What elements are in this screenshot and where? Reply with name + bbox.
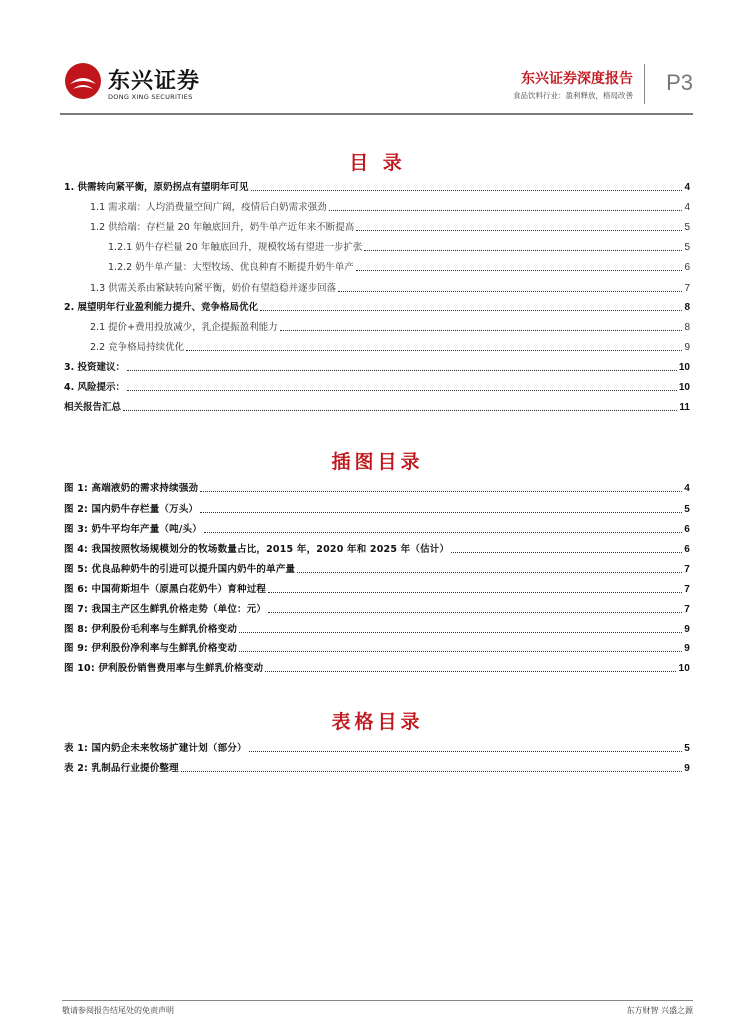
leader-dots bbox=[249, 751, 683, 752]
leader-dots bbox=[186, 350, 682, 351]
figure-item[interactable] bbox=[64, 582, 690, 596]
toc-item-text: 2. 展望明年行业盈利能力提升、竞争格局优化 bbox=[64, 302, 259, 313]
toc-item[interactable] bbox=[90, 281, 690, 295]
leader-dots bbox=[200, 512, 682, 513]
toc-item[interactable] bbox=[90, 320, 690, 334]
toc-item[interactable] bbox=[64, 400, 690, 414]
toc-item-text: 1.2.1 奶牛存栏量 20 年触底回升，规模牧场有望进一步扩张 bbox=[108, 242, 363, 253]
toc-item[interactable] bbox=[64, 300, 690, 314]
figure-item-page: 5 bbox=[684, 504, 690, 515]
leader-dots bbox=[338, 291, 682, 292]
toc-item-text: 相关报告汇总 bbox=[64, 402, 122, 413]
company-slogan: 东方财智 兴盛之源 bbox=[626, 1006, 693, 1015]
leader-dots bbox=[280, 330, 683, 331]
table-item[interactable] bbox=[64, 741, 690, 755]
leader-dots bbox=[204, 532, 682, 533]
figures-heading: 插图目录 bbox=[331, 451, 424, 473]
toc-item[interactable] bbox=[64, 360, 690, 374]
leader-dots bbox=[356, 270, 683, 271]
figure-item-text: 图 5: 优良品种奶牛的引进可以提升国内奶牛的单产量 bbox=[64, 564, 296, 575]
toc-item-page: 7 bbox=[684, 283, 690, 294]
toc-item-page: 11 bbox=[679, 402, 690, 413]
toc-item-text: 4. 风险提示： bbox=[64, 382, 126, 393]
toc-item-text: 1.3 供需关系由紧缺转向紧平衡，奶价有望趋稳并逐步回落 bbox=[90, 283, 337, 294]
figure-item-page: 7 bbox=[684, 604, 690, 615]
figure-item[interactable] bbox=[64, 542, 690, 556]
toc-heading: 目 录 bbox=[349, 152, 406, 174]
tables-heading: 表格目录 bbox=[331, 711, 424, 733]
figure-item-text: 图 1: 高端液奶的需求持续强劲 bbox=[64, 483, 199, 494]
logo-emblem-icon bbox=[64, 62, 102, 100]
figure-item-page: 4 bbox=[684, 483, 690, 494]
leader-dots bbox=[265, 671, 676, 672]
figure-item-text: 图 8: 伊利股份毛利率与生鲜乳价格变动 bbox=[64, 624, 238, 635]
leader-dots bbox=[181, 771, 682, 772]
page-number: P3 bbox=[666, 70, 693, 95]
toc-item[interactable] bbox=[64, 180, 690, 194]
leader-dots bbox=[260, 310, 682, 311]
figure-item-page: 7 bbox=[684, 584, 690, 595]
figure-item-page: 6 bbox=[684, 524, 690, 535]
figure-item-text: 图 6: 中国荷斯坦牛（原黑白花奶牛）育种过程 bbox=[64, 584, 267, 595]
figure-item[interactable] bbox=[64, 661, 690, 675]
leader-dots bbox=[123, 410, 677, 411]
toc-item[interactable] bbox=[108, 240, 690, 254]
leader-dots bbox=[200, 491, 682, 492]
leader-dots bbox=[356, 230, 682, 231]
figure-item-page: 10 bbox=[678, 663, 690, 674]
figure-item-text: 图 4: 我国按照牧场规模划分的牧场数量占比，2015 年，2020 年和 2025 年（估计） bbox=[64, 544, 450, 555]
leader-dots bbox=[451, 552, 682, 553]
leader-dots bbox=[364, 250, 682, 251]
leader-dots bbox=[297, 572, 682, 573]
leader-dots bbox=[268, 612, 682, 613]
figure-item-text: 图 9: 伊利股份净利率与生鲜乳价格变动 bbox=[64, 643, 238, 654]
toc-item-page: 10 bbox=[678, 362, 690, 373]
figure-item-text: 图 2: 国内奶牛存栏量（万头） bbox=[64, 504, 199, 515]
header-divider bbox=[644, 64, 645, 104]
leader-dots bbox=[127, 370, 677, 371]
toc-item-text: 2.1 提价+费用投放减少，乳企提振盈利能力 bbox=[90, 322, 278, 333]
leader-dots bbox=[239, 632, 682, 633]
company-logo bbox=[64, 62, 244, 106]
leader-dots bbox=[127, 390, 677, 391]
toc-item[interactable] bbox=[90, 340, 690, 354]
logo-english-name: DONG XING SECURITIES bbox=[108, 93, 193, 101]
toc-item-page: 5 bbox=[684, 242, 690, 253]
figure-item[interactable] bbox=[64, 562, 690, 576]
figure-item[interactable] bbox=[64, 522, 690, 536]
table-item-text: 表 1: 国内奶企未来牧场扩建计划（部分） bbox=[64, 743, 247, 754]
toc-item-page: 8 bbox=[684, 302, 690, 313]
figure-item[interactable] bbox=[64, 481, 690, 495]
toc-item[interactable] bbox=[108, 260, 690, 274]
figure-item-page: 6 bbox=[684, 544, 690, 555]
leader-dots bbox=[251, 190, 683, 191]
footer-rule bbox=[62, 1000, 693, 1001]
toc-item-page: 4 bbox=[684, 182, 690, 193]
report-title: 东兴证券深度报告 bbox=[521, 71, 633, 87]
figure-item[interactable] bbox=[64, 602, 690, 616]
toc-item-page: 6 bbox=[684, 262, 690, 273]
toc-item-text: 2.2 竞争格局持续优化 bbox=[90, 342, 185, 353]
table-item-page: 9 bbox=[684, 763, 690, 774]
toc-item-text: 1. 供需转向紧平衡，原奶拐点有望明年可见 bbox=[64, 182, 249, 193]
page-header bbox=[60, 56, 693, 114]
figure-item-page: 9 bbox=[684, 624, 690, 635]
logo-chinese-name: 东兴证券 bbox=[108, 69, 201, 94]
figure-item-page: 7 bbox=[684, 564, 690, 575]
figure-item[interactable] bbox=[64, 502, 690, 516]
toc-item[interactable] bbox=[90, 220, 690, 234]
leader-dots bbox=[329, 210, 683, 211]
leader-dots bbox=[268, 592, 682, 593]
toc-item[interactable] bbox=[90, 200, 690, 214]
toc-item-text: 1.2.2 奶牛单产量：大型牧场、优良种育不断提升奶牛单产 bbox=[108, 262, 354, 273]
toc-item[interactable] bbox=[64, 380, 690, 394]
toc-item-page: 10 bbox=[678, 382, 690, 393]
toc-item-text: 1.2 供给端：存栏量 20 年触底回升，奶牛单产近年来不断提高 bbox=[90, 222, 355, 233]
figure-item-text: 图 3: 奶牛平均年产量（吨/头） bbox=[64, 524, 202, 535]
leader-dots bbox=[239, 651, 682, 652]
figure-item[interactable] bbox=[64, 622, 690, 636]
figure-item-text: 图 10: 伊利股份销售费用率与生鲜乳价格变动 bbox=[64, 663, 264, 674]
toc-item-text: 3. 投资建议： bbox=[64, 362, 126, 373]
toc-item-text: 1.1 需求端：人均消费量空间广阔，疫情后白奶需求强劲 bbox=[90, 202, 327, 213]
toc-item-page: 5 bbox=[684, 222, 690, 233]
table-item-text: 表 2: 乳制品行业提价整理 bbox=[64, 763, 179, 774]
report-subtitle: 食品饮料行业：盈利释放，格局改善 bbox=[513, 91, 633, 100]
header-rule bbox=[60, 113, 693, 115]
figure-item-text: 图 7: 我国主产区生鲜乳价格走势（单位：元） bbox=[64, 604, 267, 615]
table-item[interactable] bbox=[64, 761, 690, 775]
toc-item-page: 4 bbox=[684, 202, 690, 213]
figure-item[interactable] bbox=[64, 641, 690, 655]
disclaimer-note: 敬请参阅报告结尾处的免责声明 bbox=[62, 1006, 174, 1015]
toc-item-page: 9 bbox=[684, 342, 690, 353]
toc-item-page: 8 bbox=[684, 322, 690, 333]
table-item-page: 5 bbox=[684, 743, 690, 754]
figure-item-page: 9 bbox=[684, 643, 690, 654]
